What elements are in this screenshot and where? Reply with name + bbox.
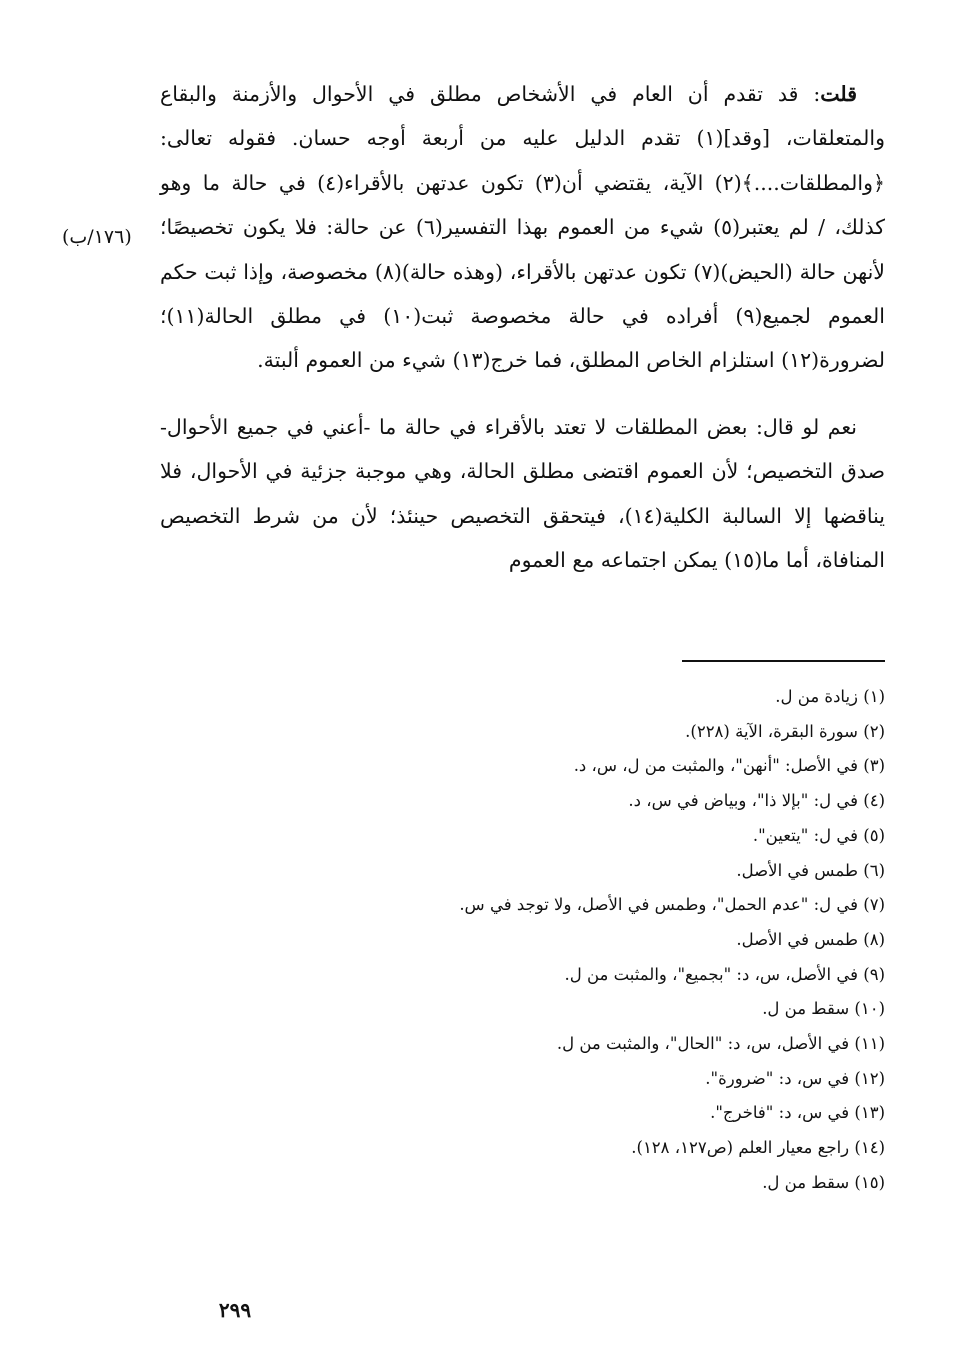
footnote-13: (١٣) في س، د: "فاخرج". [710,1103,885,1123]
footnote-9: (٩) في الأصل، س، د: "بجميع"، والمثبت من ل. [564,964,885,984]
footnote-separator [682,660,885,662]
folio-margin-note: (١٧٦/ب) [62,226,132,248]
footnote-5: (٥) في ل: "يتعين". [752,825,885,845]
footnote-1: (١) زيادة من ل. [775,687,885,706]
footnotes-list [160,680,885,1201]
footnote-8: (٨) طمس في الأصل. [736,929,885,949]
footnote-15: (١٥) سقط من ل. [762,1172,885,1192]
page-number: ٢٩٩ [218,1298,252,1322]
paragraph-2 [160,405,885,583]
footnote-14: (١٤) راجع معيار العلم (ص١٢٧، ١٢٨). [631,1138,885,1158]
paragraph-text: نعم لو قال: بعض المطلقات لا تعتد بالأقراء في حالة ما -أعني في جميع الأحوال- صدق التخصيص؛ لأن العموم اقتضى مطلق الحالة، وهي موجبة جزئية في الأحوال، فلا يناقضها إلا السالبة الكلية(١٤)، فيتحقق التخصيص حينئذ؛ لأن من شرط التخصيص المنافاة، أما ما(١٥) يمكن اجتماعه مع العموم [160,414,886,573]
footnote-3: (٣) في الأصل: "أنهن"، والمثبت من ل، س، د. [573,756,885,776]
paragraph-lead-word: قلت [820,82,857,106]
paragraph-text: : قد تقدم أن العام في الأشخاص مطلق في الأحوال والأزمنة والبقاع والمتعلقات، [وقد](١) تقدم الدليل عليه من أربعة أوجه حسان. فقوله تعالى: ﴿والمطلقات....﴾(٢) الآية، يقتضي أن(٣) تكون عدتهن بالأقراء(٤) في حالة ما وهو كذلك، / لم يعتبر(٥) شيء من العموم بهذا التفسير(٦) عن حالة: فلا يكون تخصيصًا؛ لأنهن حالة (الحيض)(٧) تكون عدتهن بالأقراء، (وهذه حالة)(٨) مخصوصة، وإذا ثبت حكم العموم لجميع(٩) أفراده في حالة مخصوصة ثبت(١٠) في مطلق الحالة(١١)؛ لضرورة(١٢) استلزام الخاص المطلق، فما خرج(١٣) شيء من العموم ألبتة. [160,82,886,373]
footnote-10: (١٠) سقط من ل. [762,999,885,1019]
footnote-11: (١١) في الأصل، س، د: "الحال"، والمثبت من ل. [556,1034,885,1054]
footnote-6: (٦) طمس في الأصل. [736,860,885,880]
paragraph-1 [160,72,885,383]
footnote-2: (٢) سورة البقرة، الآية (٢٢٨). [685,721,885,741]
footnote-4: (٤) في ل: "بإلا ذا"، وبياض في س، د. [628,791,885,811]
footnote-7: (٧) في ل: "عدم الحمل"، وطمس في الأصل، ولا توجد في س. [459,895,885,915]
footnote-12: (١٢) في س، د: "ضرورة". [705,1068,885,1088]
main-text [160,72,885,582]
